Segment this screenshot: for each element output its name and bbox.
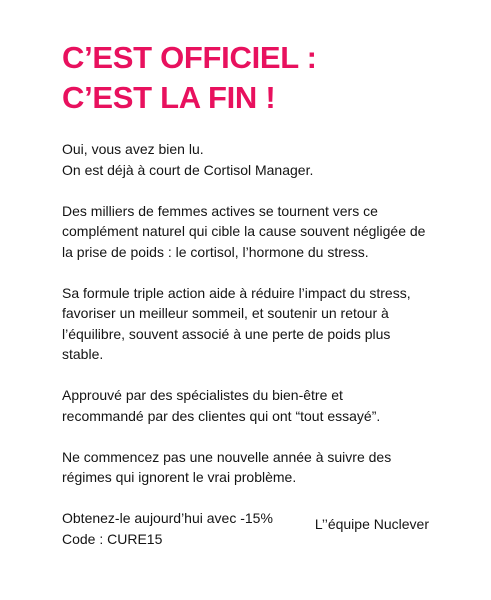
paragraph-line: favoriser un meilleur sommeil, et soutenir un retour à: [62, 305, 389, 321]
letter-body: [62, 139, 434, 549]
paragraph-line: Oui, vous avez bien lu.: [62, 141, 204, 157]
paragraph-line: Des milliers de femmes actives se tournent vers ce: [62, 202, 378, 219]
paragraph-new-year: [62, 447, 434, 488]
paragraph-line: l’équilibre, souvent associé à une perte de poids plus: [62, 325, 391, 342]
paragraph-line: régimes qui ignorent le vrai problème.: [62, 469, 297, 485]
paragraph-formula: [62, 283, 434, 365]
paragraph-line: Approuvé par des spécialistes du bien-être et: [62, 387, 343, 403]
paragraph-approval: [62, 385, 434, 426]
paragraph-line: recommandé par des clientes qui ont “tout essayé”.: [62, 407, 381, 424]
paragraph-line: complément naturel qui cible la cause souvent négligée de: [62, 223, 426, 239]
paragraph-line: stable.: [62, 346, 104, 362]
paragraph-line: la prise de poids : le cortisol, l’hormone du stress.: [62, 243, 369, 260]
promo-code: Code : CURE15: [62, 530, 163, 547]
paragraph-line: Sa formule triple action aide à réduire l’impact du stress,: [62, 284, 411, 301]
paragraph-cortisol: [62, 201, 434, 263]
signature: L’’équipe Nuclever: [314, 516, 429, 532]
paragraph-intro: [62, 139, 434, 180]
headline-line-1: C’EST OFFICIEL :: [62, 40, 317, 75]
letter-content: [62, 38, 434, 570]
paragraph-line: On est déjà à court de Cortisol Manager.: [62, 161, 314, 178]
paragraph-line: Ne commencez pas une nouvelle année à suivre des: [62, 448, 392, 465]
headline: [62, 38, 434, 118]
offer-text: Obtenez-le aujourd’hui avec -15%: [62, 510, 273, 526]
headline-line-2: C’EST LA FIN !: [62, 80, 276, 115]
